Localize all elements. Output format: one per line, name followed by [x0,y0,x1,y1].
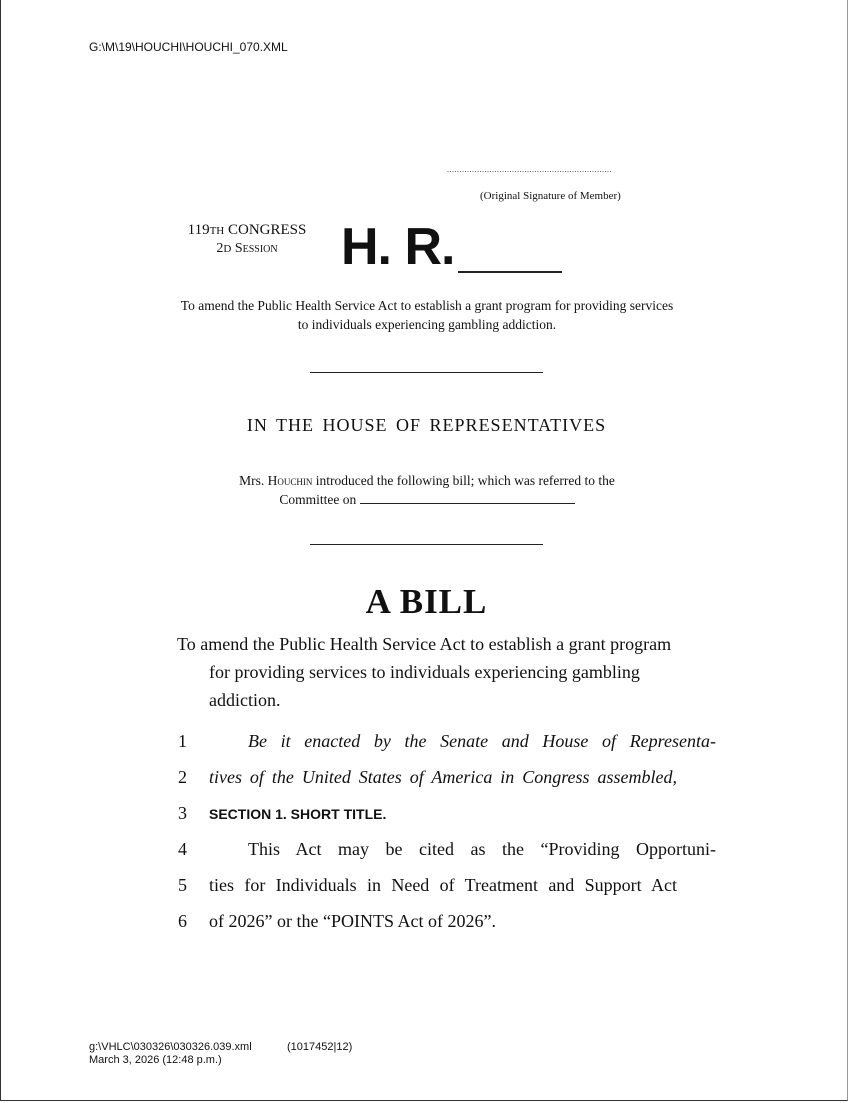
chamber-heading: IN THE HOUSE OF REPRESENTATIVES [246,415,607,435]
introduction-sentence: introduced the following bill; which was referred to the [315,473,615,488]
footer-file-info [89,1041,252,1067]
session-line [176,240,318,258]
line-number: 4 [178,839,187,859]
header-file-path: G:\M\19\HOUCHI\HOUCHI_070.XML [89,40,288,54]
footer-code: (1017452|12) [287,1041,353,1053]
committee-label: Committee on [279,492,357,507]
line-number: 6 [178,911,187,931]
bill-heading: A BILL [365,582,488,621]
divider-rule [310,544,543,545]
line-number: 3 [178,803,187,823]
bill-number-blank [458,271,562,273]
short-title: To amend the Public Health Service Act to establish a grant program for providing services to individuals experiencing gambling addiction. [180,298,674,332]
congress-session-block [176,222,318,258]
line-number: 1 [178,731,187,751]
sponsor-name: Houchin [267,473,313,488]
introduction-text [180,471,674,509]
line-number: 5 [178,875,187,895]
congress-word: CONGRESS [228,222,307,238]
signature-caption: (Original Signature of Member) [480,190,621,202]
line-text: This Act may be cited as the “Providing Opportuni- [248,839,716,859]
session-word: Session [234,241,278,256]
footer-timestamp: March 3, 2026 (12:48 p.m.) [89,1054,222,1066]
line-text: of 2026” or the “POINTS Act of 2026”. [209,911,496,931]
congress-line [176,222,318,240]
congress-number-suffix: TH [209,225,225,237]
section-heading: SECTION 1. SHORT TITLE. [209,806,387,822]
long-title: To amend the Public Health Service Act to establish a grant program for providing services to individuals experiencing gambling addiction. [177,634,672,710]
line-text: Be it enacted by the Senate and House of Representa- [248,731,716,751]
line-text: ties for Individuals in Need of Treatment and Support Act [209,875,677,895]
committee-blank [360,493,575,504]
footer-file: g:\VHLC\030326\030326.039.xml [89,1041,252,1053]
line-number: 2 [178,767,187,787]
signature-line: .................................................................. [447,165,612,174]
sponsor-prefix: Mrs. [239,473,265,488]
line-text: tives of the United States of America in Congress assembled, [209,767,677,787]
bill-number: H. R. [341,218,455,276]
session-number: 2 [216,241,224,256]
congress-number: 119 [187,222,210,238]
session-number-suffix: D [223,243,232,255]
divider-rule [310,372,543,373]
